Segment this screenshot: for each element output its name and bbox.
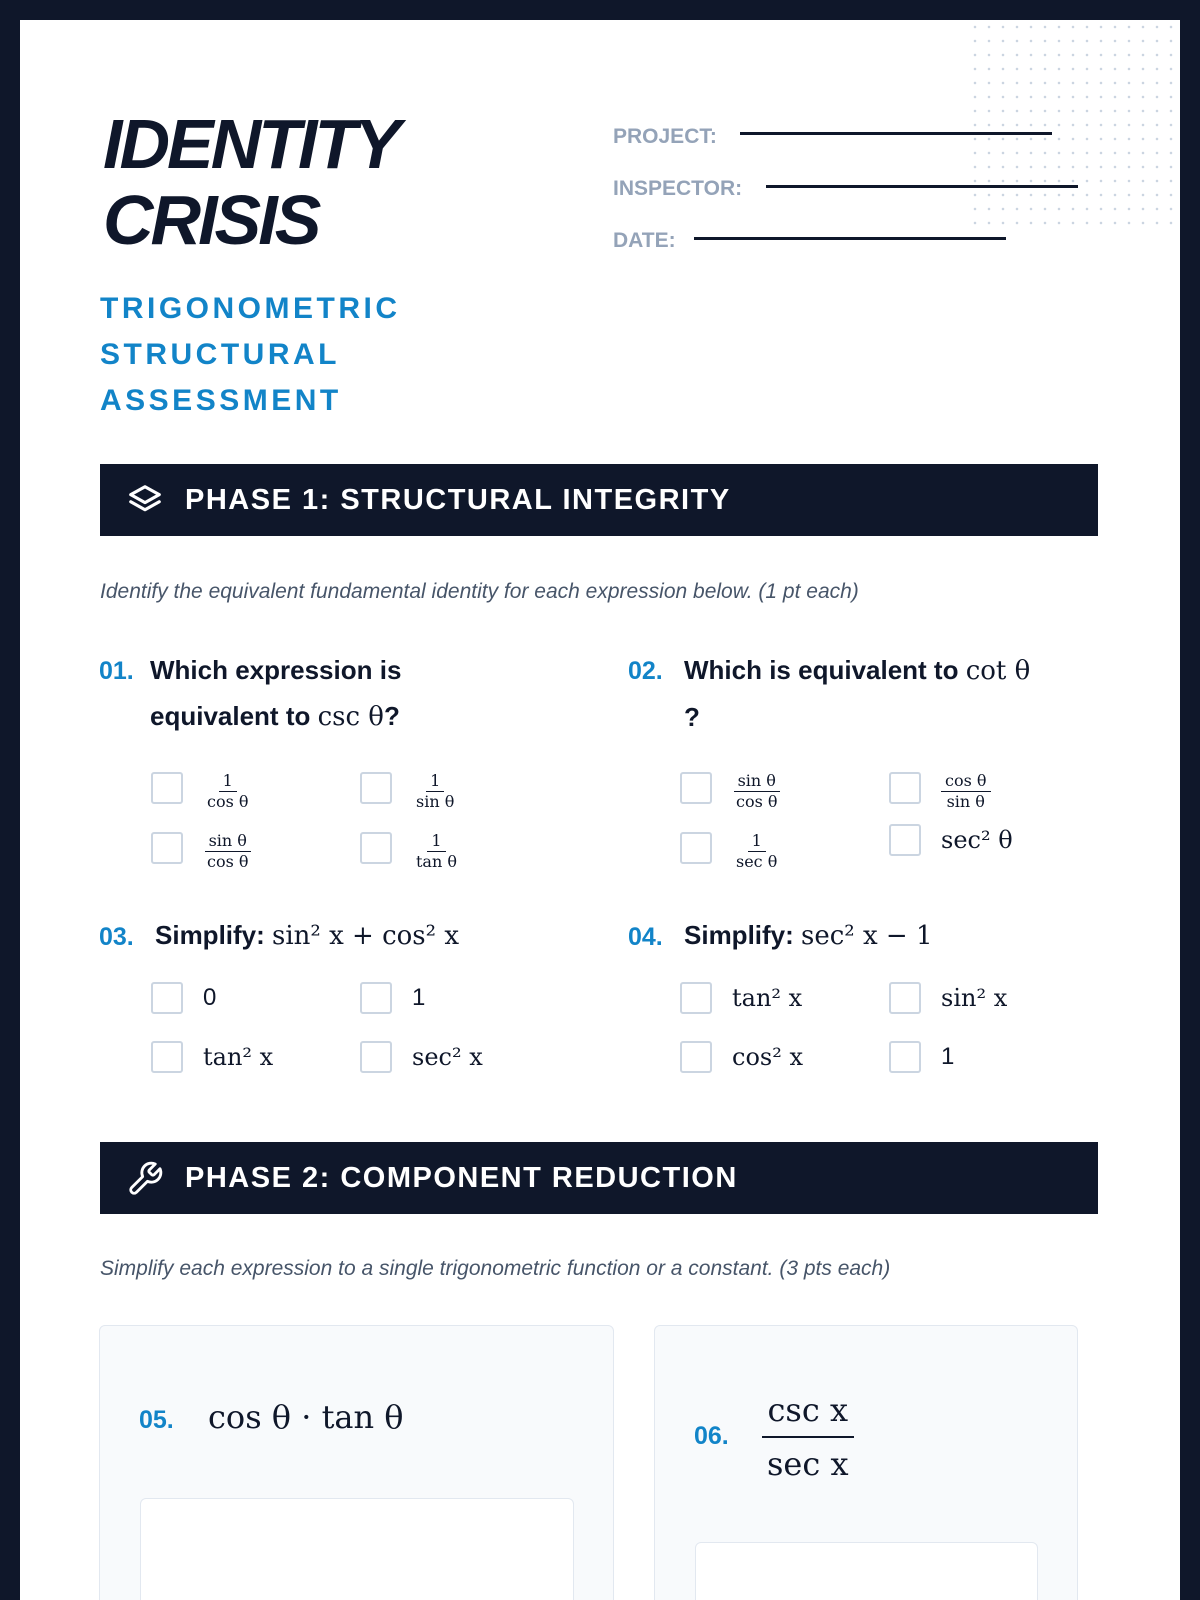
page-title: [103, 106, 398, 258]
phase-1-instructions: Identify the equivalent fundamental identity for each expression below. (1 pt each): [100, 580, 859, 603]
question-suffix: ?: [684, 702, 700, 732]
fraction: [203, 832, 253, 871]
checkbox[interactable]: [889, 982, 921, 1014]
answer-box[interactable]: [695, 1542, 1038, 1600]
option[interactable]: [680, 982, 802, 1014]
dot-grid-decoration: [968, 20, 1180, 230]
option[interactable]: [360, 982, 425, 1014]
problem-expression: [761, 1388, 855, 1486]
denominator: sec x: [767, 1445, 849, 1483]
checkbox[interactable]: [889, 1041, 921, 1073]
question-prefix: Simplify:: [155, 920, 273, 950]
numerator: 1: [426, 772, 444, 792]
option[interactable]: [151, 982, 216, 1014]
subtitle-line-2: STRUCTURAL: [100, 338, 340, 371]
checkbox[interactable]: [151, 982, 183, 1014]
checkbox[interactable]: [889, 824, 921, 856]
question-math: sec² x − 1: [801, 921, 933, 951]
checkbox[interactable]: [151, 1041, 183, 1073]
checkbox[interactable]: [360, 1041, 392, 1073]
worksheet-page: [20, 20, 1180, 1600]
checkbox[interactable]: [151, 772, 183, 804]
option[interactable]: [889, 764, 991, 811]
numerator: 1: [427, 832, 445, 852]
question-text: [150, 647, 570, 740]
checkbox[interactable]: [680, 832, 712, 864]
denominator: cos θ: [736, 792, 778, 811]
option-label: 1: [941, 1043, 955, 1070]
question-text: [684, 647, 1084, 740]
question-number: 02.: [628, 657, 663, 685]
denominator: sec θ: [736, 852, 778, 871]
option[interactable]: [680, 1041, 803, 1073]
option[interactable]: [680, 764, 782, 811]
option-label: sec² θ: [941, 826, 1013, 854]
option-label: sec² x: [412, 1043, 483, 1071]
numerator: 1: [219, 772, 237, 792]
project-label: PROJECT:: [613, 125, 717, 148]
option[interactable]: [889, 1041, 954, 1073]
date-field[interactable]: [694, 237, 1006, 240]
option[interactable]: [889, 982, 1007, 1014]
checkbox[interactable]: [889, 772, 921, 804]
layers-icon: [126, 482, 164, 520]
option-label: 1: [412, 984, 426, 1011]
option[interactable]: [889, 824, 1013, 856]
option-label: sin² x: [941, 984, 1008, 1012]
numerator: sin θ: [734, 772, 780, 792]
inspector-field[interactable]: [766, 185, 1078, 188]
denominator: sin θ: [946, 792, 985, 811]
denominator: cos θ: [207, 852, 249, 871]
numerator: csc x: [762, 1388, 854, 1438]
fraction: [732, 832, 781, 871]
fraction: [203, 772, 253, 811]
subtitle-line-1: TRIGONOMETRIC: [100, 292, 401, 325]
phase-1-title: PHASE 1: STRUCTURAL INTEGRITY: [185, 484, 731, 516]
denominator: cos θ: [207, 792, 249, 811]
question-math: csc θ: [317, 702, 384, 732]
title-line-1: IDENTITY: [103, 105, 398, 183]
option[interactable]: [360, 1041, 483, 1073]
option-label: cos² x: [732, 1043, 803, 1071]
checkbox[interactable]: [360, 982, 392, 1014]
problem-number: 05.: [139, 1406, 174, 1434]
question-text-line: Which is equivalent to: [684, 655, 966, 685]
question-number: 03.: [99, 923, 134, 951]
problem-card: [654, 1325, 1078, 1600]
wrench-icon: [126, 1160, 164, 1198]
phase-2-title: PHASE 2: COMPONENT REDUCTION: [185, 1162, 738, 1194]
question-math: sin² x + cos² x: [272, 921, 459, 951]
checkbox[interactable]: [680, 1041, 712, 1073]
option[interactable]: [151, 824, 253, 871]
checkbox[interactable]: [360, 772, 392, 804]
option[interactable]: [360, 764, 458, 811]
fraction: [941, 772, 991, 811]
question-text-line: Which expression is: [150, 655, 402, 685]
question-text-line: equivalent to: [150, 701, 318, 731]
fraction: [761, 1388, 855, 1486]
fraction: [412, 772, 458, 811]
problem-card: [99, 1325, 614, 1600]
subtitle-line-3: ASSESSMENT: [100, 384, 342, 417]
numerator: sin θ: [205, 832, 251, 852]
checkbox[interactable]: [151, 832, 183, 864]
numerator: 1: [748, 832, 766, 852]
checkbox[interactable]: [680, 982, 712, 1014]
denominator: sin θ: [416, 792, 455, 811]
phase-2-header: [100, 1142, 1098, 1214]
question-prefix: Simplify:: [684, 920, 802, 950]
page-subtitle: [100, 286, 401, 424]
option[interactable]: [151, 1041, 273, 1073]
project-field[interactable]: [740, 132, 1052, 135]
phase-1-header: [100, 464, 1098, 536]
option-label: tan² x: [732, 984, 803, 1012]
question-math: cot θ: [965, 656, 1031, 686]
problem-number: 06.: [694, 1422, 729, 1450]
option[interactable]: [680, 824, 781, 871]
inspector-label: INSPECTOR:: [613, 177, 743, 200]
question-number: 04.: [628, 923, 663, 951]
denominator: tan θ: [416, 852, 457, 871]
question-number: 01.: [99, 657, 134, 685]
question-text: [155, 912, 575, 959]
date-label: DATE:: [613, 229, 676, 252]
phase-2-instructions: Simplify each expression to a single trigonometric function or a constant. (3 pts each): [100, 1257, 891, 1280]
question-text: [684, 912, 1104, 959]
option-label: tan² x: [203, 1043, 274, 1071]
numerator: cos θ: [941, 772, 991, 792]
checkbox[interactable]: [680, 772, 712, 804]
option[interactable]: [151, 764, 253, 811]
title-line-2: CRISIS: [103, 181, 319, 259]
question-suffix: ?: [383, 701, 400, 731]
problem-expression: cos θ · tan θ: [208, 1398, 404, 1436]
answer-box[interactable]: [140, 1498, 574, 1600]
fraction: [412, 832, 461, 871]
fraction: [732, 772, 782, 811]
option[interactable]: [360, 824, 461, 871]
option-label: 0: [203, 984, 217, 1011]
checkbox[interactable]: [360, 832, 392, 864]
